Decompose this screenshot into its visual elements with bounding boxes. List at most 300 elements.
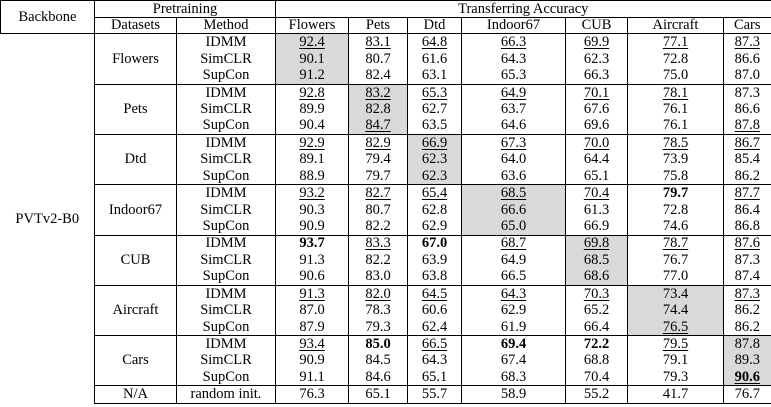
target-header-aircraft: Aircraft — [628, 17, 724, 34]
value-text: 86.6 — [734, 101, 760, 118]
target-header-flowers: Flowers — [276, 17, 349, 34]
value-cell — [276, 268, 349, 285]
method-cell: SimCLR — [177, 101, 276, 117]
value-text: 76.5 — [662, 318, 689, 335]
value-text: 79.4 — [365, 151, 391, 168]
dataset-cell: N/A — [95, 386, 177, 404]
table-row — [1, 336, 771, 353]
value-text: 87.3 — [734, 251, 760, 268]
value-cell — [408, 235, 462, 252]
value-cell — [276, 252, 349, 268]
value-text: 72.2 — [583, 336, 610, 353]
value-cell — [724, 84, 771, 101]
value-cell — [408, 202, 462, 218]
method-cell: SupCon — [177, 218, 276, 235]
value-cell — [349, 51, 408, 67]
value-text: 62.4 — [421, 318, 448, 335]
value-text: 76.3 — [299, 386, 325, 403]
value-cell — [724, 67, 771, 84]
value-cell — [566, 185, 628, 202]
value-cell — [628, 252, 724, 268]
value-text: 87.9 — [299, 318, 325, 335]
value-text: 87.3 — [734, 84, 760, 101]
value-text: 87.0 — [734, 67, 760, 84]
value-text: 89.9 — [299, 101, 325, 118]
value-cell — [349, 386, 408, 404]
value-text: 64.6 — [500, 117, 527, 134]
value-text: 62.3 — [583, 50, 610, 67]
value-text: 65.1 — [583, 167, 610, 184]
value-text: 79.7 — [662, 185, 689, 202]
value-text: 87.8 — [734, 336, 760, 353]
method-cell: IDMM — [177, 285, 276, 302]
value-cell — [566, 151, 628, 167]
value-text: 72.8 — [662, 201, 689, 218]
method-cell: SimCLR — [177, 151, 276, 167]
value-cell — [408, 353, 462, 369]
value-cell — [276, 84, 349, 101]
dataset-cell: Dtd — [95, 134, 177, 184]
value-cell — [724, 319, 771, 336]
header-row-1 — [1, 1, 771, 18]
value-cell — [628, 218, 724, 235]
method-cell: IDMM — [177, 134, 276, 151]
value-cell — [724, 51, 771, 67]
value-text: 62.9 — [500, 302, 527, 319]
value-cell — [628, 67, 724, 84]
value-text: 90.9 — [299, 352, 325, 369]
value-cell — [349, 285, 408, 302]
value-cell — [276, 34, 349, 51]
value-text: 83.2 — [365, 84, 391, 101]
value-cell — [462, 336, 566, 353]
value-cell — [724, 34, 771, 51]
value-cell — [349, 302, 408, 318]
value-cell — [408, 252, 462, 268]
table-row — [1, 235, 771, 252]
value-text: 64.4 — [583, 151, 610, 168]
value-text: 87.8 — [734, 117, 760, 134]
backbone-cell: PVTv2-B0 — [1, 34, 95, 404]
method-cell: IDMM — [177, 235, 276, 252]
value-cell — [349, 202, 408, 218]
value-text: 66.3 — [500, 34, 527, 51]
value-text: 67.4 — [500, 352, 527, 369]
value-text: 69.8 — [583, 235, 610, 252]
value-cell — [566, 353, 628, 369]
value-text: 82.2 — [365, 218, 391, 235]
value-cell — [349, 168, 408, 185]
value-text: 68.3 — [500, 368, 527, 385]
value-cell — [724, 202, 771, 218]
value-text: 78.3 — [365, 302, 391, 319]
value-cell — [724, 101, 771, 117]
value-text: 67.6 — [583, 101, 610, 118]
value-cell — [408, 34, 462, 51]
value-text: 76.7 — [662, 251, 689, 268]
value-text: 62.3 — [421, 167, 448, 184]
value-cell — [349, 218, 408, 235]
value-text: 87.6 — [734, 235, 760, 252]
value-text: 86.2 — [734, 318, 760, 335]
value-text: 77.0 — [662, 268, 689, 285]
value-text: 85.4 — [734, 151, 760, 168]
method-cell: SimCLR — [177, 51, 276, 67]
value-cell — [628, 235, 724, 252]
value-text: 66.3 — [583, 67, 610, 84]
results-body — [1, 34, 771, 404]
value-text: 62.9 — [421, 218, 448, 235]
value-cell — [566, 319, 628, 336]
value-text: 75.8 — [662, 167, 689, 184]
value-text: 65.3 — [500, 67, 527, 84]
value-text: 74.4 — [662, 302, 689, 319]
target-header-cars: Cars — [724, 17, 771, 34]
value-cell — [566, 67, 628, 84]
value-text: 61.6 — [421, 50, 448, 67]
value-text: 90.4 — [299, 117, 325, 134]
value-text: 87.0 — [299, 302, 325, 319]
value-text: 62.8 — [421, 201, 448, 218]
value-cell — [408, 84, 462, 101]
method-cell: SimCLR — [177, 252, 276, 268]
value-text: 69.4 — [500, 336, 527, 353]
value-cell — [408, 268, 462, 285]
value-text: 79.5 — [662, 336, 689, 353]
value-cell — [349, 353, 408, 369]
target-header-dtd: Dtd — [408, 17, 462, 34]
value-text: 65.1 — [365, 386, 391, 403]
value-cell — [628, 268, 724, 285]
value-text: 86.2 — [734, 167, 760, 184]
value-cell — [408, 302, 462, 318]
value-text: 63.8 — [421, 268, 448, 285]
backbone-header: Backbone — [1, 1, 95, 34]
value-cell — [462, 268, 566, 285]
value-text: 82.7 — [365, 185, 391, 202]
value-cell — [566, 386, 628, 404]
value-cell — [566, 218, 628, 235]
value-text: 61.9 — [500, 318, 527, 335]
value-text: 85.0 — [365, 336, 391, 353]
value-cell — [462, 151, 566, 167]
value-cell — [462, 386, 566, 404]
value-cell — [628, 34, 724, 51]
value-text: 63.5 — [421, 117, 448, 134]
value-cell — [462, 252, 566, 268]
value-text: 76.1 — [662, 117, 689, 134]
value-cell — [408, 168, 462, 185]
value-text: 88.9 — [299, 167, 325, 184]
value-cell — [462, 101, 566, 117]
value-text: 78.7 — [662, 235, 689, 252]
value-cell — [408, 369, 462, 386]
value-cell — [566, 34, 628, 51]
value-cell — [724, 268, 771, 285]
value-cell — [628, 168, 724, 185]
value-cell — [724, 235, 771, 252]
value-cell — [628, 336, 724, 353]
value-cell — [408, 386, 462, 404]
value-cell — [276, 319, 349, 336]
value-text: 93.4 — [299, 336, 325, 353]
value-cell — [276, 151, 349, 167]
value-text: 87.7 — [734, 185, 760, 202]
value-text: 65.4 — [421, 185, 448, 202]
value-text: 68.5 — [500, 185, 527, 202]
value-text: 76.7 — [734, 386, 760, 403]
value-cell — [566, 369, 628, 386]
value-cell — [349, 134, 408, 151]
value-text: 89.1 — [299, 151, 325, 168]
value-text: 83.0 — [365, 268, 391, 285]
value-text: 70.4 — [583, 185, 610, 202]
method-cell: IDMM — [177, 84, 276, 101]
value-cell — [462, 302, 566, 318]
method-cell: IDMM — [177, 185, 276, 202]
value-cell — [408, 67, 462, 84]
value-text: 91.3 — [299, 251, 325, 268]
value-text: 63.7 — [500, 101, 527, 118]
value-text: 90.1 — [299, 50, 325, 67]
value-text: 64.8 — [421, 34, 448, 51]
value-cell — [724, 185, 771, 202]
dataset-cell: Aircraft — [95, 285, 177, 335]
value-cell — [408, 285, 462, 302]
dataset-cell: Cars — [95, 336, 177, 386]
value-text: 66.5 — [421, 336, 448, 353]
value-text: 92.8 — [299, 84, 325, 101]
value-cell — [349, 185, 408, 202]
value-cell — [566, 235, 628, 252]
value-text: 73.9 — [662, 151, 689, 168]
value-cell — [566, 285, 628, 302]
value-text: 84.6 — [365, 368, 391, 385]
value-cell — [566, 252, 628, 268]
value-cell — [462, 67, 566, 84]
method-cell: SupCon — [177, 369, 276, 386]
value-cell — [628, 319, 724, 336]
value-text: 89.3 — [734, 352, 760, 369]
value-cell — [628, 202, 724, 218]
value-text: 78.1 — [662, 84, 689, 101]
value-cell — [566, 101, 628, 117]
value-cell — [276, 336, 349, 353]
value-cell — [349, 252, 408, 268]
table-row — [1, 185, 771, 202]
value-text: 65.0 — [500, 218, 527, 235]
dataset-cell: Indoor67 — [95, 185, 177, 235]
value-text: 67.3 — [500, 134, 527, 151]
value-cell — [462, 319, 566, 336]
value-cell — [462, 84, 566, 101]
dataset-cell: Pets — [95, 84, 177, 134]
value-cell — [628, 185, 724, 202]
value-text: 70.4 — [583, 368, 610, 385]
value-text: 82.2 — [365, 251, 391, 268]
value-cell — [566, 51, 628, 67]
value-cell — [462, 353, 566, 369]
value-text: 63.9 — [421, 251, 448, 268]
value-text: 80.7 — [365, 50, 391, 67]
value-text: 58.9 — [500, 386, 527, 403]
value-cell — [276, 134, 349, 151]
value-cell — [462, 134, 566, 151]
method-cell: SimCLR — [177, 353, 276, 369]
value-text: 87.3 — [734, 34, 760, 51]
value-cell — [276, 67, 349, 84]
value-cell — [724, 353, 771, 369]
value-text: 64.3 — [421, 352, 448, 369]
value-cell — [276, 202, 349, 218]
value-cell — [566, 268, 628, 285]
value-cell — [276, 51, 349, 67]
value-text: 64.3 — [500, 50, 527, 67]
value-cell — [276, 302, 349, 318]
value-text: 83.1 — [365, 34, 391, 51]
value-text: 82.9 — [365, 134, 391, 151]
value-text: 65.2 — [583, 302, 610, 319]
value-text: 86.2 — [734, 302, 760, 319]
value-cell — [462, 285, 566, 302]
method-cell: SupCon — [177, 118, 276, 135]
value-cell — [276, 353, 349, 369]
value-text: 68.5 — [583, 251, 610, 268]
value-text: 74.6 — [662, 218, 689, 235]
value-text: 91.2 — [299, 67, 325, 84]
value-cell — [462, 235, 566, 252]
value-cell — [724, 386, 771, 404]
header-row-2 — [1, 17, 771, 34]
value-text: 70.3 — [583, 285, 610, 302]
value-cell — [724, 134, 771, 151]
value-cell — [349, 118, 408, 135]
value-cell — [462, 202, 566, 218]
value-text: 68.7 — [500, 235, 527, 252]
value-cell — [566, 302, 628, 318]
method-cell: SupCon — [177, 319, 276, 336]
value-text: 72.8 — [662, 50, 689, 67]
pretraining-header: Pretraining — [95, 1, 276, 18]
value-cell — [724, 151, 771, 167]
value-cell — [408, 101, 462, 117]
value-cell — [628, 285, 724, 302]
value-cell — [566, 84, 628, 101]
method-cell: SupCon — [177, 67, 276, 84]
value-text: 87.3 — [734, 285, 760, 302]
value-cell — [349, 268, 408, 285]
value-text: 91.1 — [299, 368, 325, 385]
value-cell — [724, 218, 771, 235]
value-text: 93.7 — [299, 235, 325, 252]
value-cell — [566, 336, 628, 353]
method-cell: SimCLR — [177, 202, 276, 218]
value-text: 75.0 — [662, 67, 689, 84]
value-cell — [724, 285, 771, 302]
value-cell — [724, 336, 771, 353]
value-text: 62.7 — [421, 101, 448, 118]
value-cell — [462, 34, 566, 51]
value-text: 65.3 — [421, 84, 448, 101]
value-cell — [628, 134, 724, 151]
value-cell — [566, 202, 628, 218]
value-cell — [276, 386, 349, 404]
method-cell: IDMM — [177, 336, 276, 353]
value-text: 61.3 — [583, 201, 610, 218]
value-text: 69.9 — [583, 34, 610, 51]
target-header-pets: Pets — [349, 17, 408, 34]
value-cell — [724, 369, 771, 386]
datasets-header: Datasets — [95, 17, 177, 34]
value-text: 79.1 — [662, 352, 689, 369]
value-text: 62.3 — [421, 151, 448, 168]
value-text: 90.3 — [299, 201, 325, 218]
value-text: 66.4 — [583, 318, 610, 335]
value-text: 70.0 — [583, 134, 610, 151]
value-cell — [724, 252, 771, 268]
value-cell — [408, 218, 462, 235]
dataset-cell: CUB — [95, 235, 177, 285]
value-cell — [276, 118, 349, 135]
value-text: 79.3 — [365, 318, 391, 335]
value-text: 64.5 — [421, 285, 448, 302]
value-cell — [349, 235, 408, 252]
method-header: Method — [177, 17, 276, 34]
method-cell: SimCLR — [177, 302, 276, 318]
value-text: 86.7 — [734, 134, 760, 151]
value-text: 82.8 — [365, 101, 391, 118]
value-cell — [724, 118, 771, 135]
value-cell — [276, 285, 349, 302]
table-row — [1, 34, 771, 51]
value-text: 68.8 — [583, 352, 610, 369]
value-text: 82.0 — [365, 285, 391, 302]
value-text: 55.7 — [421, 386, 448, 403]
value-text: 64.0 — [500, 151, 527, 168]
table-row — [1, 84, 771, 101]
value-text: 55.2 — [583, 386, 610, 403]
value-text: 66.6 — [500, 201, 527, 218]
value-text: 63.6 — [500, 167, 527, 184]
value-cell — [628, 51, 724, 67]
value-cell — [408, 319, 462, 336]
value-text: 64.9 — [500, 251, 527, 268]
value-text: 79.7 — [365, 167, 391, 184]
method-cell: SupCon — [177, 168, 276, 185]
value-cell — [349, 34, 408, 51]
value-cell — [628, 151, 724, 167]
value-text: 76.1 — [662, 101, 689, 118]
method-cell: random init. — [177, 386, 276, 404]
value-cell — [462, 185, 566, 202]
dataset-cell: Flowers — [95, 34, 177, 84]
baseline-row — [1, 386, 771, 404]
value-text: 64.9 — [500, 84, 527, 101]
value-cell — [566, 118, 628, 135]
value-text: 68.6 — [583, 268, 610, 285]
value-cell — [566, 168, 628, 185]
value-cell — [628, 101, 724, 117]
value-text: 90.6 — [734, 368, 760, 385]
value-text: 87.4 — [734, 268, 760, 285]
value-cell — [349, 67, 408, 84]
table-row — [1, 134, 771, 151]
method-cell: SupCon — [177, 268, 276, 285]
value-cell — [276, 235, 349, 252]
target-header-indoor67: Indoor67 — [462, 17, 566, 34]
value-cell — [408, 151, 462, 167]
value-text: 80.7 — [365, 201, 391, 218]
